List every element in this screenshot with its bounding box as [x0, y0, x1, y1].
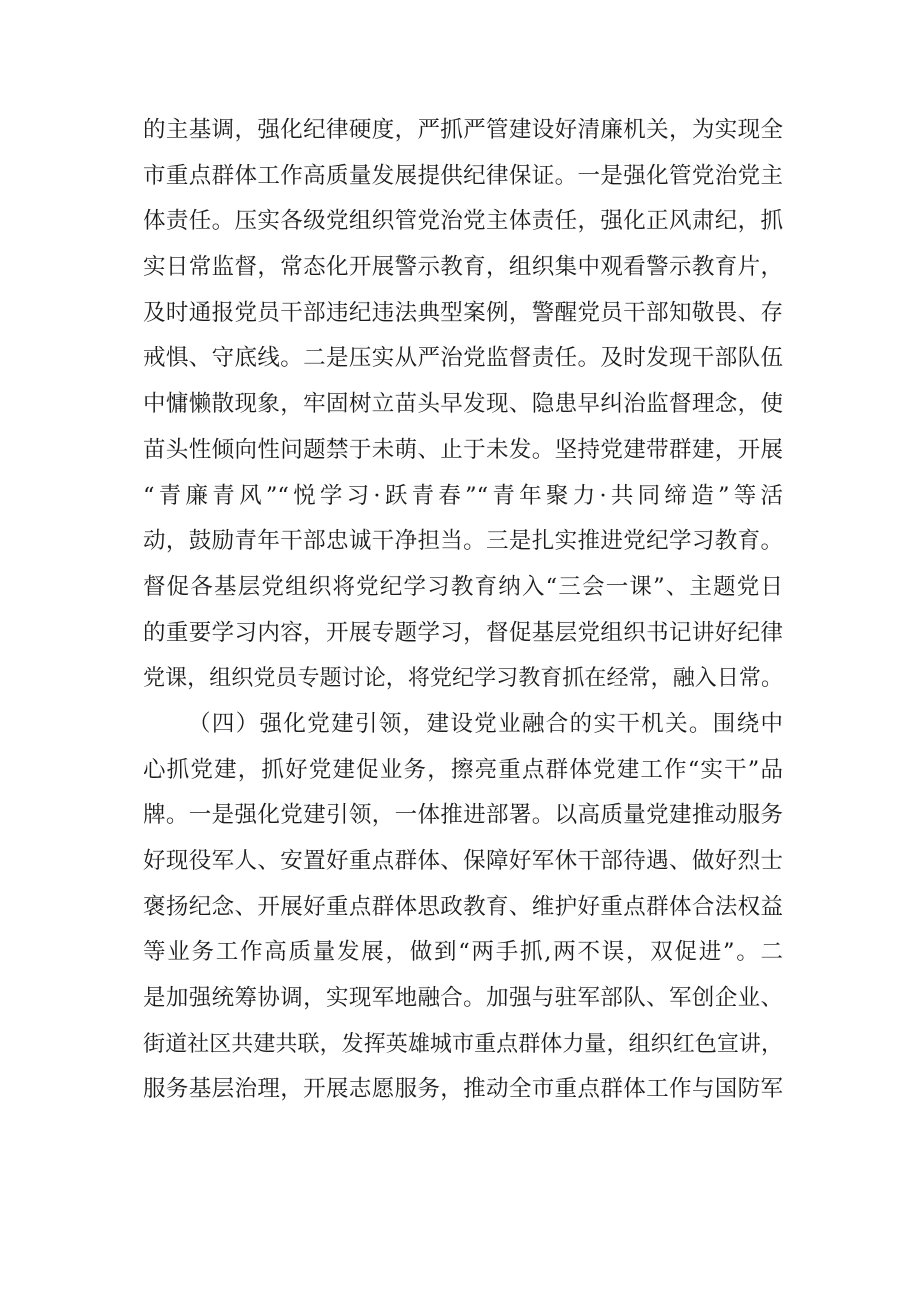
text-line: 街道社区共建共联，发挥英雄城市重点群体力量，组织红色宣讲，: [143, 1031, 783, 1057]
section-heading-line: （四）强化党建引领，建设党业融合的实干机关。围绕中: [188, 710, 783, 737]
text-line: 是加强统筹协调，实现军地融合。加强与驻军部队、军创企业、: [143, 985, 783, 1012]
text-line: 中慵懒散现象，牢固树立苗头早发现、隐患早纠治监督理念，使: [143, 391, 783, 418]
text-line: 实日常监督，常态化开展警示教育，组织集中观看警示教育片，: [143, 254, 783, 281]
text-line: 牌。一是强化党建引领，一体推进部署。以高质量党建推动服务: [143, 802, 783, 829]
text-line: 的主基调，强化纪律硬度，严抓严管建设好清廉机关，为实现全: [143, 117, 783, 143]
text-line: 及时通报党员干部违纪违法典型案例，警醒党员干部知敬畏、存: [143, 299, 783, 326]
text-line: 好现役军人、安置好重点群体、保障好军休干部待遇、做好烈士: [143, 848, 783, 874]
text-line: 等业务工作高质量发展，做到“两手抓,两不误，双促进”。二: [143, 939, 783, 966]
body-text: [143, 108, 783, 1113]
text-line: 市重点群体工作高质量发展提供纪律保证。一是强化管党治党主: [143, 162, 783, 189]
text-line: 体责任。压实各级党组织管党治党主体责任，强化正风肃纪，抓: [143, 208, 783, 235]
paragraph-end-line: 党课，组织党员专题讨论，将党纪学习教育抓在经常，融入日常。: [143, 666, 783, 692]
text-line: 苗头性倾向性问题禁于未萌、止于未发。坚持党建带群建，开展: [143, 436, 783, 463]
text-line: 督促各基层党组织将党纪学习教育纳入“三会一课”、主题党日: [143, 573, 783, 600]
text-line: “青廉青风”“悦学习·跃青春”“青年聚力·共同缔造”等活: [143, 482, 783, 509]
text-line: 戒惧、守底线。二是压实从严治党监督责任。及时发现干部队伍: [143, 345, 783, 372]
text-line: 的重要学习内容，开展专题学习，督促基层党组织书记讲好纪律: [143, 619, 783, 646]
text-line: 动，鼓励青年干部忠诚干净担当。三是扎实推进党纪学习教育。: [143, 528, 783, 555]
text-line: 心抓党建，抓好党建促业务，擦亮重点群体党建工作“实干”品: [143, 756, 783, 783]
text-line: 服务基层治理，开展志愿服务，推动全市重点群体工作与国防军: [143, 1076, 783, 1103]
text-line: 褒扬纪念、开展好重点群体思政教育、维护好重点群体合法权益: [143, 893, 783, 920]
